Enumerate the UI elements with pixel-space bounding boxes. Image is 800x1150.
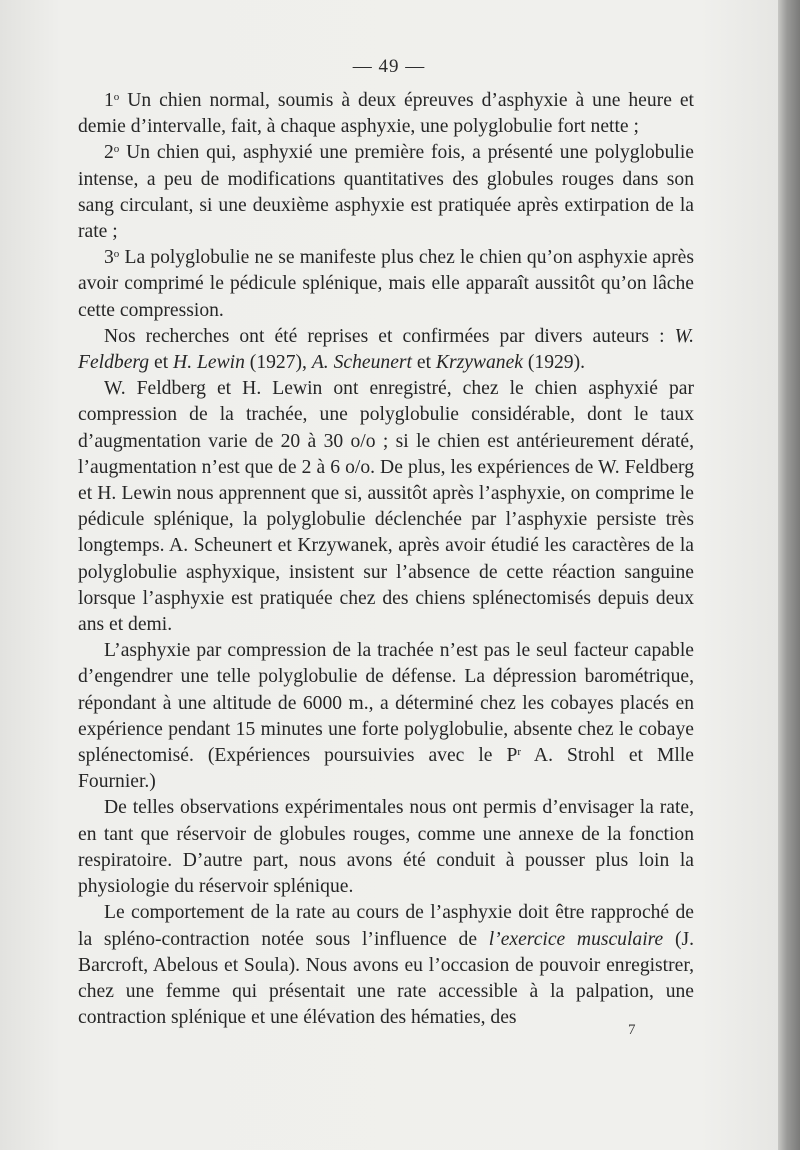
paragraph-text: Le comportement de la rate au cours de l’asphyxie doit être rapproché de la spléno-contraction notée sous l’influence de: [78, 902, 694, 950]
paragraph-text: et: [149, 352, 174, 374]
item-number: 1: [104, 90, 114, 111]
paragraph-text: (J. Barcroft, Abelous et Soula). Nous avons eu l’occasion de pouvoir enregistrer, chez une femme qui présentait une rate accessible à la palpation, une contraction splénique et une élévation des hématies, des: [78, 928, 695, 1029]
book-spine-shadow: [778, 0, 800, 1150]
signature-mark: 7: [628, 1022, 636, 1038]
paragraph-3: [78, 245, 694, 324]
body-text: [78, 88, 694, 1031]
author-name: H. Lewin: [173, 352, 245, 374]
author-name: A. Scheunert: [311, 352, 412, 374]
paragraph-6: [78, 638, 694, 795]
ordinal-mark: o: [113, 143, 120, 156]
paragraph-4: [78, 324, 694, 376]
paragraph-2: [78, 140, 694, 245]
paragraph-text: (1927),: [244, 352, 312, 374]
author-name: W. Feldberg: [78, 325, 694, 374]
paragraph-8: [78, 900, 694, 1031]
paragraph-text: L’asphyxie par compression de la trachée n’est pas le seul facteur capable d’engendrer une telle polyglobulie de défense. La dépression barométrique, répondant à une altitude de 6000 m., a déterminé chez les cobayes placés en expérience pendant 15 minutes une forte polyglobulie, absente chez le cobaye splénectomisé. (Expériences poursuivies avec le P: [78, 640, 694, 767]
item-number: 2: [104, 142, 114, 164]
paragraph-text: Un chien qui, asphyxié une première fois, a présenté une polyglobulie intense, a peu de modifications quantitatives des globules rouges dans son sang circulant, si une deuxième asphyxie est pratiquée après extirpation de la rate ;: [78, 142, 694, 243]
title-superscript: r: [517, 746, 522, 759]
ordinal-mark: o: [113, 91, 120, 103]
paragraph-text: et: [411, 352, 436, 374]
paragraph-5: W. Feldberg et H. Lewin ont enregistré, chez le chien asphyxié par compression de la trachée, une polyglobulie considérable, dont le taux d’augmentation varie de 20 à 30 o/o ; si le chien est antérieurement dératé, l’augmentation n’est que de 2 à 6 o/o. De plus, les expériences de W. Feldberg et H. Lewin nous apprennent que si, aussitôt après l’asphyxie, on comprime le pédicule splénique, la polyglobulie déclenchée par l’asphyxie persiste très longtemps. A. Scheunert et Krzywanek, après avoir étudié les caractères de la polyglobulie asphyxique, insistent sur l’absence de cette réaction sanguine lorsque l’asphyxie est pratiquée chez des chiens splénectomisés depuis deux ans et demi.: [78, 378, 694, 636]
paragraph-text: Un chien normal, soumis à deux épreuves d’asphyxie à une heure et demie d’intervalle, fait, à chaque asphyxie, une polyglobulie fort nette ;: [78, 90, 694, 138]
paragraph-text: (1929).: [522, 352, 586, 374]
paragraph-text: A. Strohl et Mlle Fournier.): [78, 745, 694, 793]
paragraph-text: Nos recherches ont été reprises et confirmées par divers auteurs :: [104, 325, 675, 347]
author-name: Krzywanek: [435, 352, 523, 374]
page-number: — 49 —: [352, 56, 426, 77]
paragraph-1: [78, 88, 694, 140]
italic-term: l’exercice musculaire: [488, 928, 664, 950]
paragraph-7: De telles observations expérimentales nous ont permis d’envisager la rate, en tant que réservoir de globules rouges, comme une annexe de la fonction respiratoire. D’autre part, nous avons été conduit à pousser plus loin la physiologie du réservoir splénique.: [78, 797, 694, 898]
item-number: 3: [104, 247, 114, 269]
paragraph-text: La polyglobulie ne se manifeste plus chez le chien qu’on asphyxie après avoir comprimé le pédicule splénique, mais elle apparaît aussitôt qu’on lâche cette compression.: [78, 247, 694, 321]
ordinal-mark: o: [113, 248, 120, 261]
